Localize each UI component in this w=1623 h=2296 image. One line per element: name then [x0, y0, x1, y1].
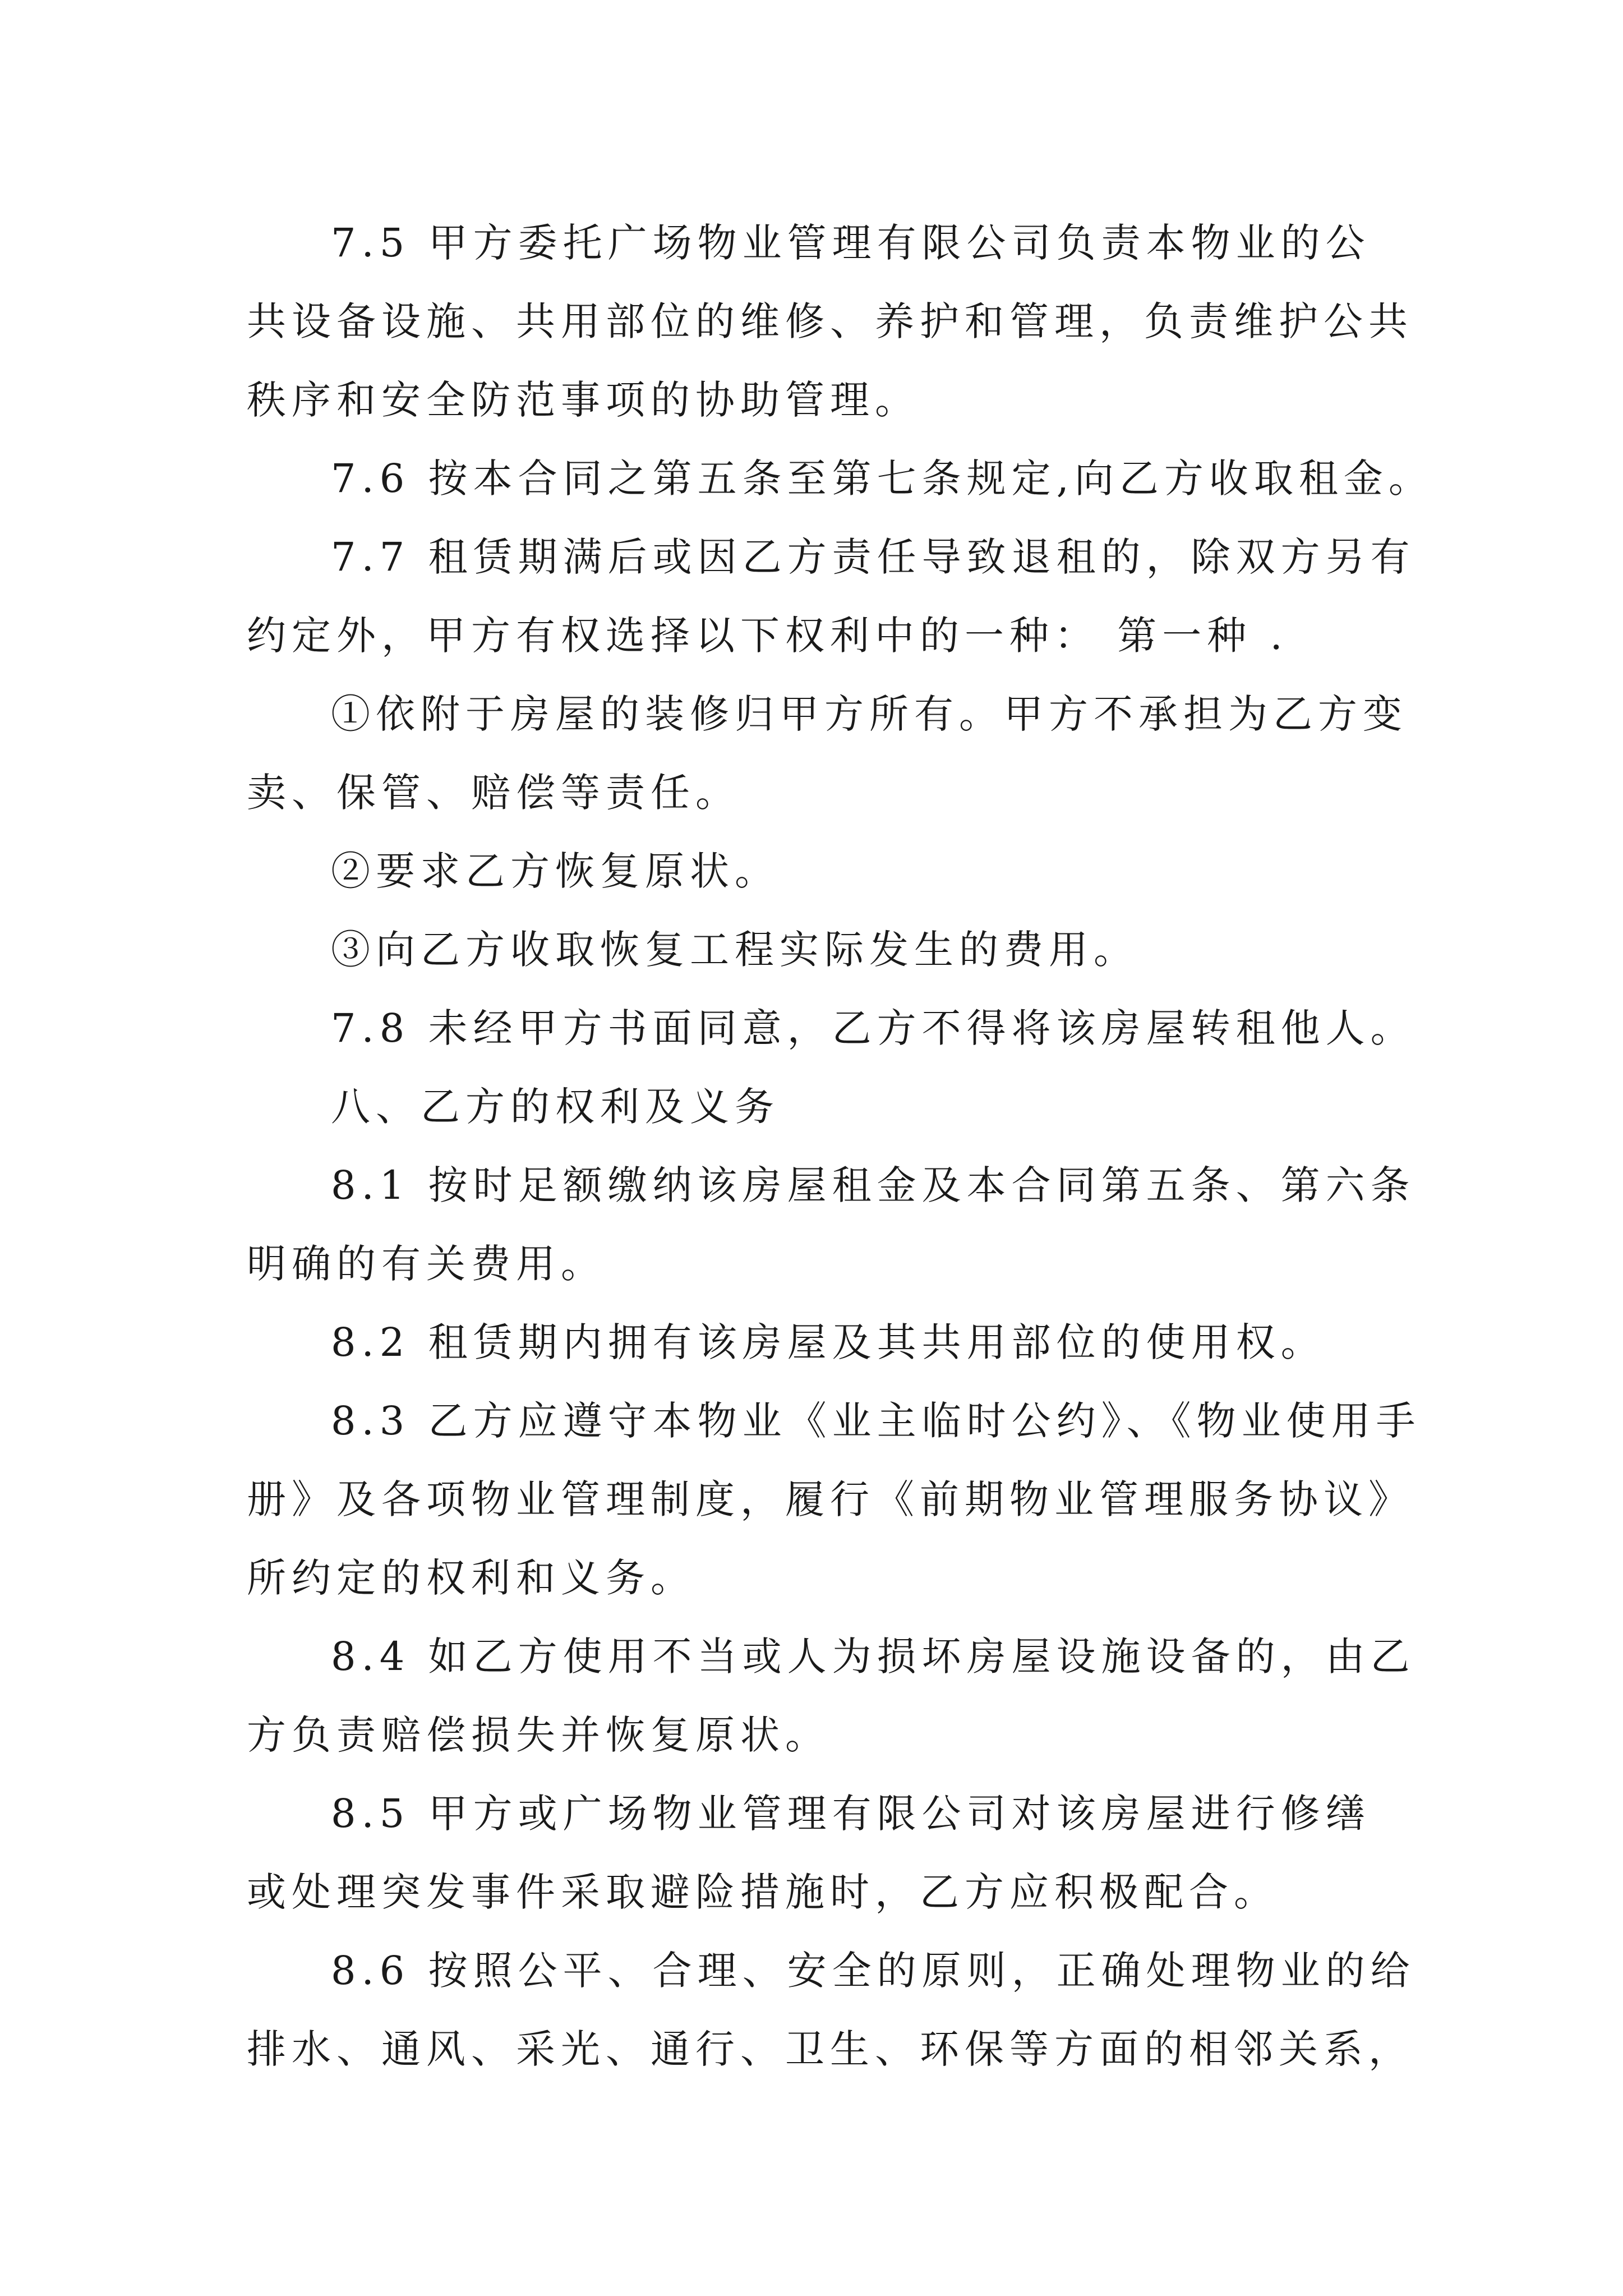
paragraph-7-5-line-3: 秩序和安全防范事项的协助管理。	[247, 377, 920, 423]
paragraph-8-5-line-2: 或处理突发事件采取避险措施时，乙方应积极配合。	[247, 1869, 1279, 1915]
paragraph-8-4-line-1: 8.4 如乙方使用不当或人为损坏房屋设施设备的，由乙	[331, 1634, 1415, 1680]
paragraph-8-6-line-1: 8.6 按照公平、合理、安全的原则，正确处理物业的给	[331, 1948, 1415, 1994]
paragraph-8-2: 8.2 租赁期内拥有该房屋及其共用部位的使用权。	[331, 1319, 1326, 1365]
paragraph-8-1-line-1: 8.1 按时足额缴纳该房屋租金及本合同第五条、第六条	[331, 1162, 1415, 1208]
paragraph-8-1-line-2: 明确的有关费用。	[247, 1241, 606, 1287]
paragraph-7-5-line-2: 共设备设施、共用部位的维修、养护和管理，负责维护公共	[247, 298, 1413, 344]
paragraph-7-7-line-1: 7.7 租赁期满后或因乙方责任导致退租的，除双方另有	[331, 534, 1415, 580]
section-8-heading: 八、乙方的权利及义务	[331, 1084, 780, 1130]
option-1-line-2: 卖、保管、赔偿等责任。	[247, 770, 740, 816]
paragraph-7-6: 7.6 按本合同之第五条至第七条规定,向乙方收取租金。	[331, 455, 1433, 501]
paragraph-8-6-line-2: 排水、通风、采光、通行、卫生、环保等方面的相邻关系，	[247, 2026, 1413, 2072]
paragraph-8-4-line-2: 方负责赔偿损失并恢复原状。	[247, 1712, 830, 1758]
option-1-line-1: ①依附于房屋的装修归甲方所有。甲方不承担为乙方变	[331, 691, 1408, 737]
option-2: ②要求乙方恢复原状。	[331, 848, 780, 894]
paragraph-7-5-line-1: 7.5 甲方委托广场物业管理有限公司负责本物业的公	[331, 220, 1371, 266]
option-3: ③向乙方收取恢复工程实际发生的费用。	[331, 927, 1138, 973]
paragraph-7-7-line-2: 约定外，甲方有权选择以下权利中的一种： 第一种 .	[247, 613, 1288, 659]
paragraph-8-5-line-1: 8.5 甲方或广场物业管理有限公司对该房屋进行修缮	[331, 1791, 1371, 1837]
paragraph-8-3-line-2: 册》及各项物业管理制度，履行《前期物业管理服务协议》	[247, 1476, 1413, 1522]
paragraph-8-3-line-3: 所约定的权利和义务。	[247, 1555, 695, 1601]
paragraph-8-3-line-1: 8.3 乙方应遵守本物业《业主临时公约》、《物业使用手	[331, 1398, 1421, 1444]
paragraph-7-8: 7.8 未经甲方书面同意，乙方不得将该房屋转租他人。	[331, 1005, 1415, 1051]
